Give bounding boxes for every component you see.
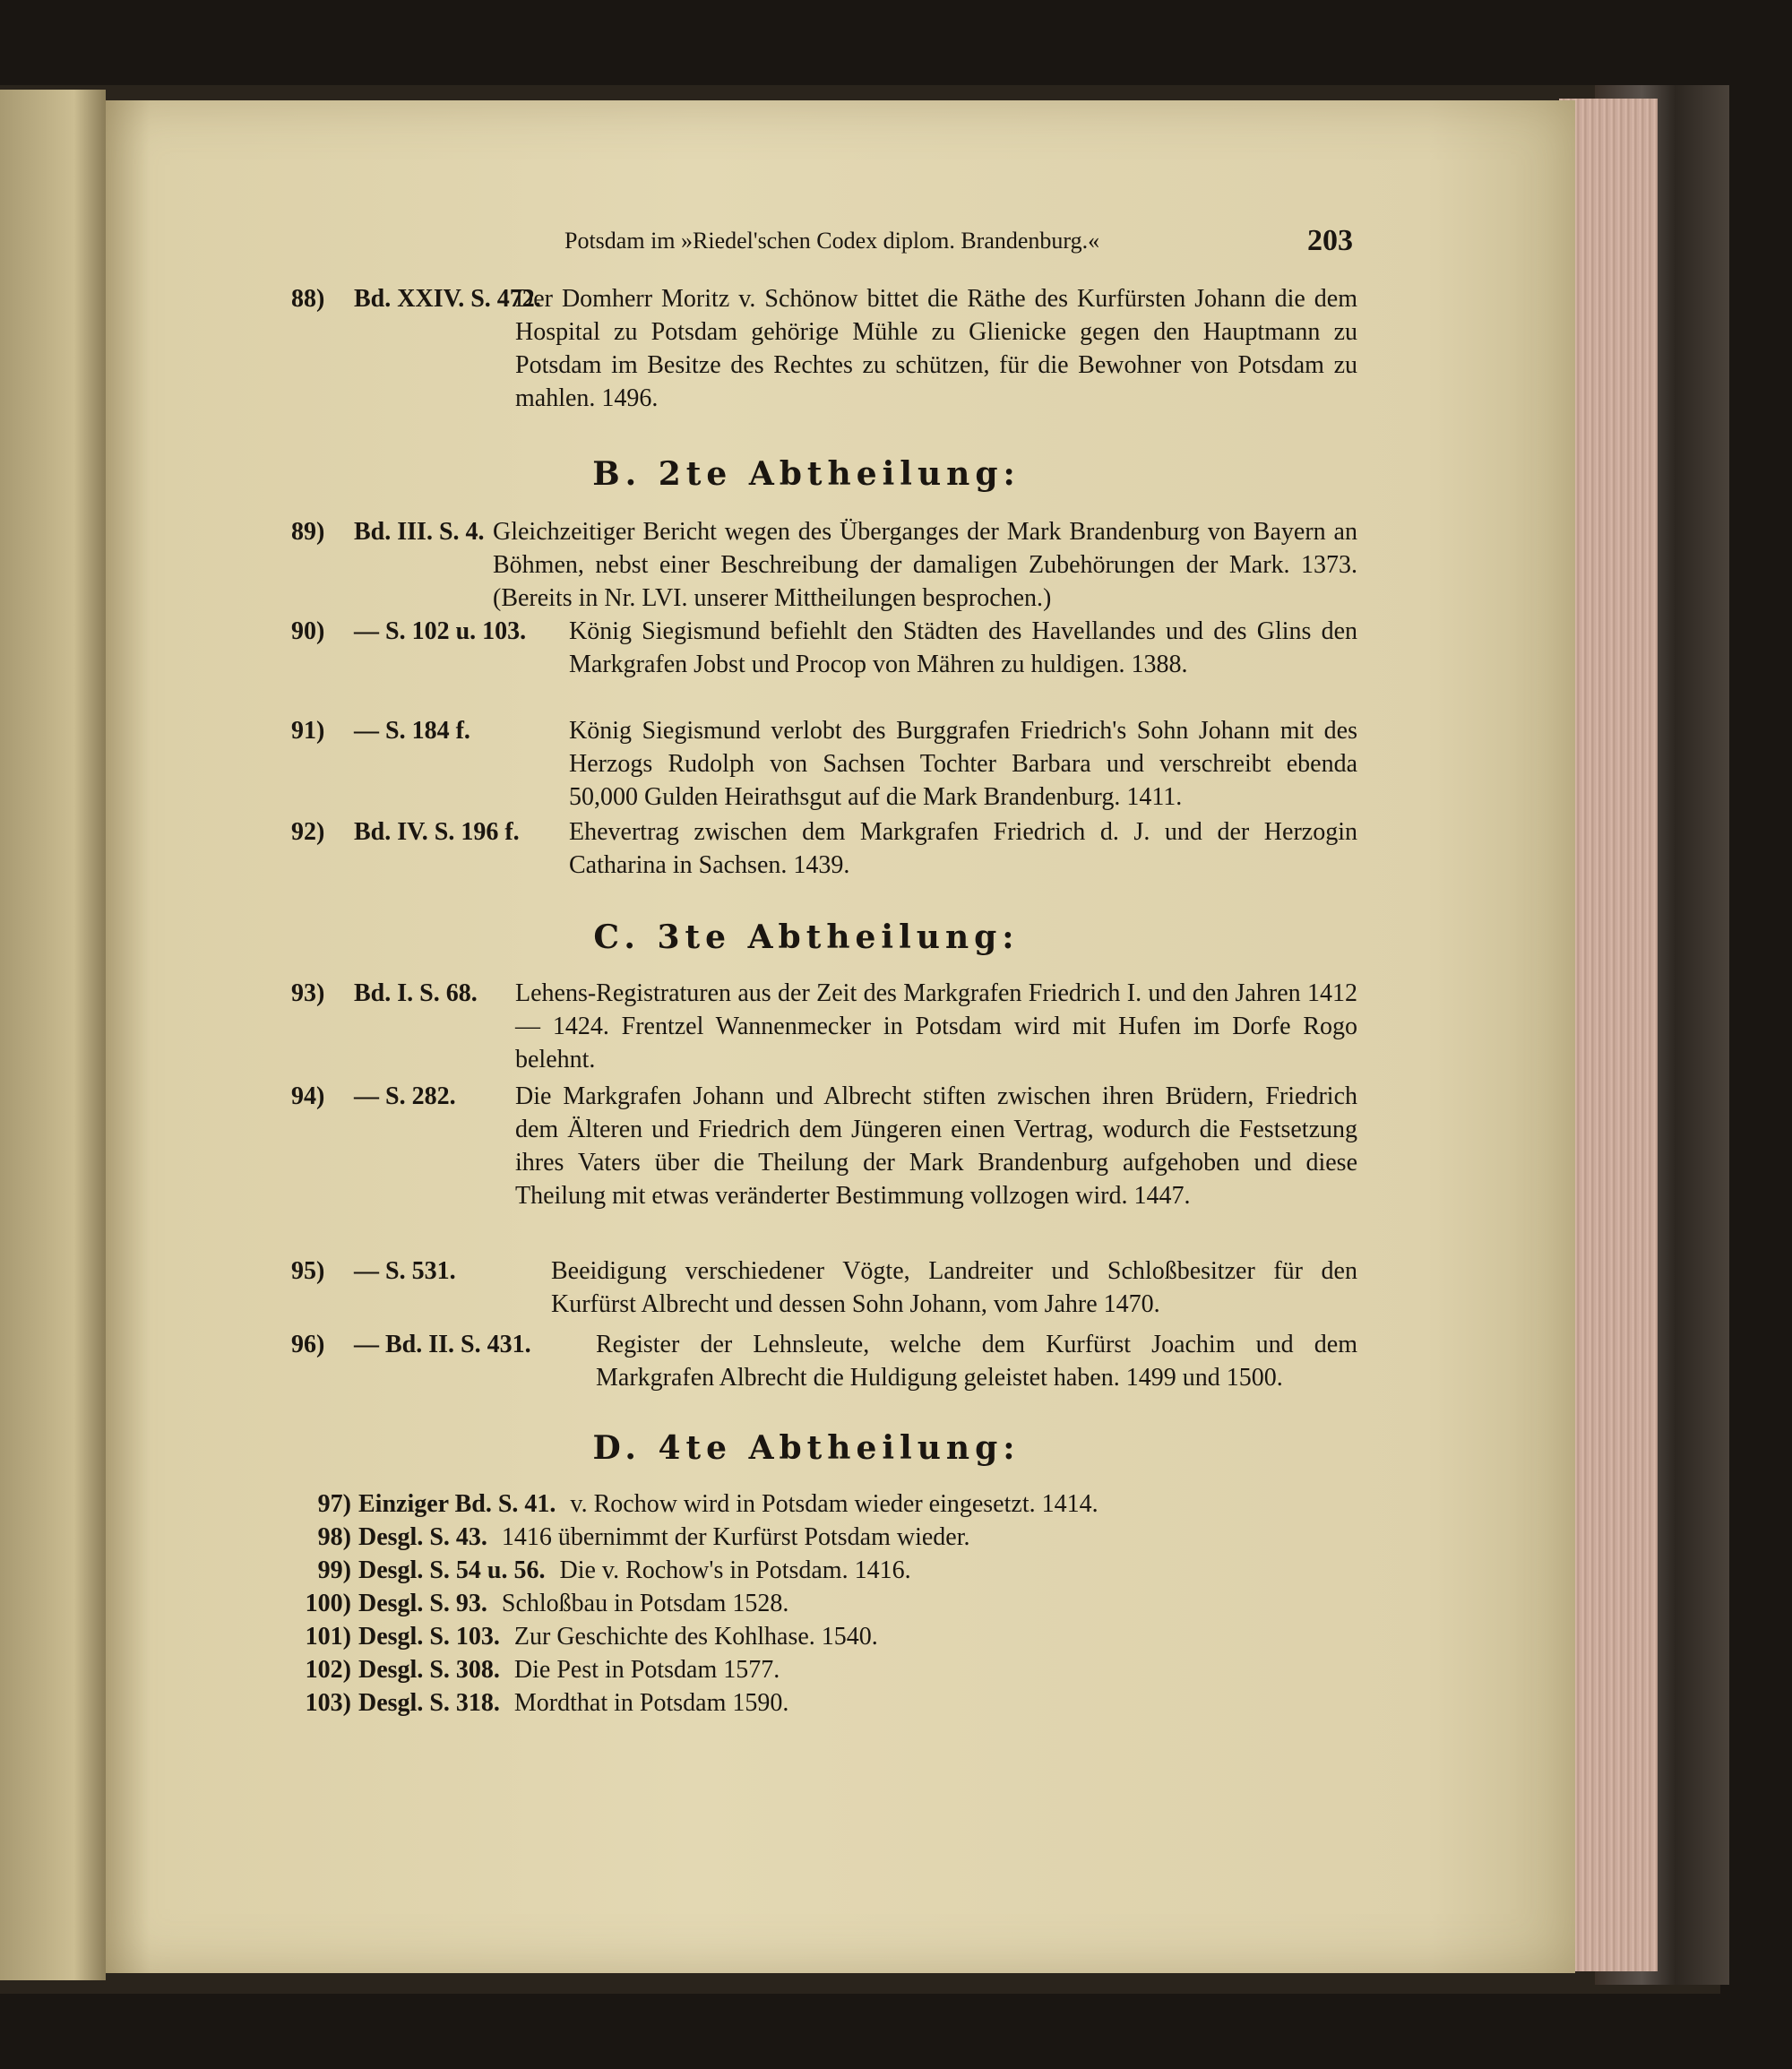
entry-96 [291, 1328, 1357, 1395]
running-title: Potsdam im »Riedel'schen Codex diplom. Brandenburg.« [564, 228, 1100, 254]
entry-93 [291, 977, 1357, 1075]
entry-number: 90) [291, 617, 325, 645]
entry-97 [287, 1487, 1098, 1521]
entry-101 [287, 1620, 878, 1653]
entry-number: 96) [291, 1331, 325, 1358]
entry-reference: Bd. IV. S. 196 f. [354, 818, 520, 846]
entry-99 [287, 1554, 911, 1587]
entry-95 [291, 1254, 1357, 1322]
entry-90 [291, 615, 1357, 713]
entry-reference: — Bd. II. S. 431. [354, 1331, 531, 1358]
entry-number: 88) [291, 285, 325, 313]
entry-reference: — S. 282. [354, 1082, 456, 1110]
entry-text: Register der Lehnsleute, welche dem Kurfürst Joachim und dem Markgrafen Albrecht die Huldigung geleistet haben. 1499 und 1500. [596, 1331, 1357, 1392]
entry-103 [287, 1686, 788, 1720]
entry-number: 95) [291, 1257, 325, 1285]
entry-reference: Bd. I. S. 68. [354, 979, 478, 1007]
entry-number: 103) [305, 1689, 351, 1717]
entry-reference: — S. 184 f. [354, 717, 470, 745]
entry-number: 100) [305, 1590, 351, 1617]
left-page-fragment [0, 90, 106, 1980]
section-heading-d: D. 4te Abtheilung: [592, 1429, 1021, 1467]
page-header [564, 224, 1353, 260]
entry-text: Die Markgrafen Johann und Albrecht stiften zwischen ihren Brüdern, Friedrich dem Älteren und Friedrich dem Jüngeren einen Vertrag, wodurch die Festsetzung ihres Vaters über die Theilung der Mark Brandenburg aufgehoben und diese Theilung mit etwas veränderter Bestimmung vollzogen wird. 1447. [515, 1082, 1357, 1210]
entry-reference: — S. 531. [354, 1257, 456, 1285]
entry-text: Lehens-Registraturen aus der Zeit des Markgrafen Friedrich I. und den Jahren 1412 — 1424. Frentzel Wannenmecker in Potsdam wird mit Hufen im Dorfe Rogo belehnt. [515, 979, 1357, 1073]
entry-text: 1416 übernimmt der Kurfürst Potsdam wieder. [501, 1523, 970, 1551]
entry-number: 94) [291, 1082, 325, 1110]
entry-text: v. Rochow wird in Potsdam wieder eingesetzt. 1414. [570, 1490, 1098, 1518]
entry-text: Schloßbau in Potsdam 1528. [501, 1590, 789, 1617]
entry-number: 101) [305, 1623, 351, 1651]
entry-reference: Bd. XXIV. S. 472. [354, 285, 541, 313]
section-heading-b: B. 2te Abtheilung: [592, 455, 1021, 493]
entry-reference: Desgl. S. 318. [358, 1689, 500, 1717]
entry-88 [291, 282, 1357, 417]
page-number: 203 [1307, 224, 1353, 257]
entry-100 [287, 1587, 788, 1620]
entry-text: Zur Geschichte des Kohlhase. 1540. [513, 1623, 878, 1651]
entry-text: Mordthat in Potsdam 1590. [513, 1689, 789, 1717]
entry-number: 92) [291, 818, 325, 846]
entry-number: 93) [291, 979, 325, 1007]
entry-92 [291, 815, 1357, 883]
entry-number: 98) [317, 1523, 351, 1551]
entry-text: König Siegismund verlobt des Burggrafen Friedrich's Sohn Johann mit des Herzogs Rudolph von Sachsen Tochter Barbara und verschreibt ebenda 50,000 Gulden Heirathsgut auf die Mark Brandenburg. 1411. [569, 717, 1357, 811]
section-heading-c: C. 3te Abtheilung: [593, 918, 1020, 956]
entry-102 [287, 1653, 780, 1686]
entry-reference: Desgl. S. 93. [358, 1590, 487, 1617]
entry-number: 102) [305, 1656, 351, 1684]
entry-number: 91) [291, 717, 325, 745]
entry-reference: Einziger Bd. S. 41. [358, 1490, 556, 1518]
entry-89 [291, 515, 1357, 618]
entry-98 [287, 1521, 970, 1554]
entry-text: Gleichzeitiger Bericht wegen des Überganges der Mark Brandenburg von Bayern an Böhmen, nebst einer Beschreibung der damaligen Zubehörungen der Mark. 1373. (Bereits in Nr. LVI. unserer Mittheilungen besprochen.) [493, 518, 1357, 612]
entry-reference: Desgl. S. 54 u. 56. [358, 1556, 546, 1584]
entry-text: Die Pest in Potsdam 1577. [513, 1656, 780, 1684]
entry-reference: — S. 102 u. 103. [354, 617, 527, 645]
entry-text: Der Domherr Moritz v. Schönow bittet die Räthe des Kurfürsten Johann die dem Hospital zu Potsdam gehörige Mühle zu Glienicke gegen den Hauptmann zu Potsdam im Besitze des Rechtes zu schützen, für die Bewohner von Potsdam zu mahlen. 1496. [515, 285, 1357, 412]
entry-number: 89) [291, 518, 325, 546]
entry-text: Die v. Rochow's in Potsdam. 1416. [559, 1556, 911, 1584]
entry-reference: Desgl. S. 308. [358, 1656, 500, 1684]
entry-text: Beeidigung verschiedener Vögte, Landreiter und Schloßbesitzer für den Kurfürst Albrecht und dessen Sohn Johann, vom Jahre 1470. [551, 1257, 1357, 1318]
entry-reference: Desgl. S. 43. [358, 1523, 487, 1551]
entry-reference: Desgl. S. 103. [358, 1623, 500, 1651]
entry-text: König Siegismund befiehlt den Städten des Havellandes und des Glins den Markgrafen Jobst und Procop von Mähren zu huldigen. 1388. [569, 617, 1357, 678]
entry-91 [291, 714, 1357, 813]
entry-94 [291, 1080, 1357, 1246]
entry-number: 99) [317, 1556, 351, 1584]
entry-reference: Bd. III. S. 4. [354, 518, 485, 546]
entry-text: Ehevertrag zwischen dem Markgrafen Friedrich d. J. und der Herzogin Catharina in Sachsen. 1439. [569, 818, 1357, 879]
entry-number: 97) [317, 1490, 351, 1518]
